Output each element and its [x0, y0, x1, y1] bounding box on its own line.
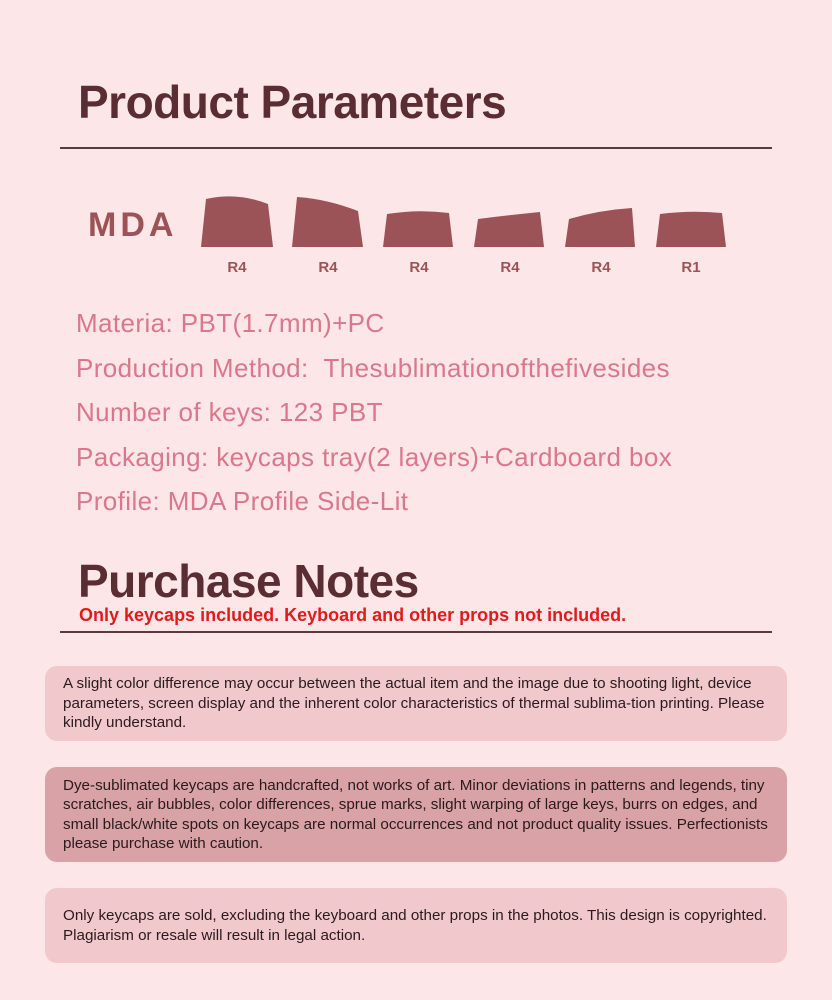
note-card-handcrafted — [45, 767, 787, 862]
page-title-purchase-notes: Purchase Notes — [78, 555, 419, 607]
keycap-2 — [292, 197, 363, 247]
note-card-keycaps-only — [45, 888, 787, 963]
param-material: Materia: PBT(1.7mm)+PC — [76, 308, 385, 338]
note-card-color-difference — [45, 666, 787, 741]
keycap-4-label: R4 — [500, 259, 520, 276]
keycap-1-label: R4 — [227, 259, 247, 276]
param-profile: Profile: MDA Profile Side-Lit — [76, 486, 409, 516]
note-text: Only keycaps are sold, excluding the keyboard and other props in the photos. This design is copyrighted. Plagiarism or resale will result in legal action. — [63, 907, 767, 944]
note-text: Dye-sublimated keycaps are handcrafted, not works of art. Minor deviations in patterns and legends, tiny scratches, air bubbles, color differences, sprue marks, slight warping of large keys, burrs on edges, and small black/white spots on keycaps are normal occurrences and not product quality issues. Perfectionists please purchase with caution. — [63, 776, 768, 852]
page-title-product-parameters: Product Parameters — [78, 76, 507, 128]
profile-name: MDA — [88, 206, 178, 244]
keycap-4 — [474, 212, 544, 247]
keycap-profile-diagram — [0, 0, 832, 300]
keycap-3 — [383, 211, 453, 247]
parameters-list — [76, 303, 672, 526]
note-text: A slight color difference may occur between the actual item and the image due to shooting light, device parameters, screen display and the inherent color characteristics of thermal sublima-tion printing. Please kindly understand. — [63, 675, 765, 732]
keycap-5-label: R4 — [591, 259, 611, 276]
keycap-3-label: R4 — [409, 259, 429, 276]
keycap-6-label: R1 — [681, 259, 701, 276]
keycap-6 — [656, 212, 726, 247]
keycap-1 — [201, 196, 273, 247]
param-production-method: Production Method: Thesublimationofthefivesides — [76, 352, 670, 383]
keycap-5 — [565, 208, 635, 247]
keycap-2-label: R4 — [318, 259, 338, 276]
section-divider — [60, 631, 772, 633]
warning-text: Only keycaps included. Keyboard and other props not included. — [79, 605, 627, 625]
param-packaging: Packaging: keycaps tray(2 layers)+Cardboard box — [76, 441, 673, 472]
param-number-of-keys: Number of keys: 123 PBT — [76, 397, 383, 427]
